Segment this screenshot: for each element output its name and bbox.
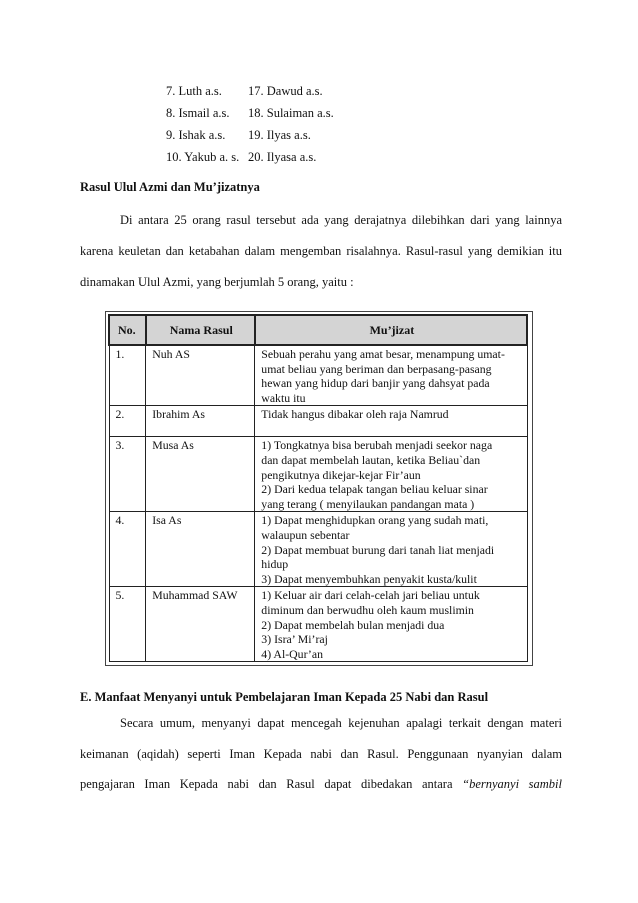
cell-mujizat — [255, 512, 527, 587]
paragraph-line: dinamakan Ulul Azmi, yang berjumlah 5 orang, yaitu : — [80, 275, 354, 289]
paragraph-line: karena keuletan dan ketabahan dalam mengemban risalahnya. Rasul-rasul yang demikian itu — [80, 244, 562, 258]
nabi-left: 8. Ismail a.s. — [166, 106, 230, 120]
cell-name: Isa As — [146, 512, 255, 587]
nabi-right: 17. Dawud a.s. — [248, 84, 323, 98]
cell-name: Nuh AS — [146, 345, 255, 406]
mujizat-line: 1) Dapat menghidupkan orang yang sudah mati, — [261, 513, 489, 528]
table-row — [109, 406, 527, 437]
mujizat-line: diminum dan berwudhu oleh kaum muslimin — [261, 602, 474, 617]
paragraph-line — [80, 777, 562, 792]
mujizat-line: walaupun sebentar — [261, 527, 350, 542]
list-item — [166, 128, 311, 143]
mujizat-line: 1) Keluar air dari celah-celah jari beliau untuk — [261, 588, 480, 603]
list-item — [166, 106, 334, 121]
mujizat-line: hidup — [261, 557, 289, 572]
column-header-mujizat: Mu’jizat — [255, 315, 527, 345]
cell-no: 1. — [109, 345, 146, 406]
table-header-row — [109, 315, 527, 345]
section-heading-manfaat: E. Manfaat Menyanyi untuk Pembelajaran Iman Kepada 25 Nabi dan Rasul — [80, 690, 489, 704]
table-row — [109, 345, 527, 406]
section-heading-ulul-azmi: Rasul Ulul Azmi dan Mu’jizatnya — [80, 180, 260, 194]
column-header-nama: Nama Rasul — [146, 315, 255, 345]
nabi-left: 9. Ishak a.s. — [166, 128, 226, 142]
mujizat-line: 1) Tongkatnya bisa berubah menjadi seekor naga — [261, 438, 493, 453]
cell-mujizat — [255, 345, 527, 406]
cell-name: Ibrahim As — [146, 406, 255, 437]
paragraph-line: Secara umum, menyanyi dapat mencegah kejenuhan apalagi terkait dengan materi — [120, 716, 562, 730]
nabi-right: 19. Ilyas a.s. — [248, 128, 311, 142]
mujizat-line: 2) Dapat membelah bulan menjadi dua — [261, 617, 445, 632]
mujizat-table — [108, 314, 528, 662]
list-item — [166, 150, 316, 165]
cell-no: 4. — [109, 512, 146, 587]
table-row — [109, 587, 527, 662]
cell-no: 5. — [109, 587, 146, 662]
mujizat-line: 3) Dapat menyembuhkan penyakit kusta/kulit — [261, 571, 477, 586]
nabi-right: 20. Ilyasa a.s. — [248, 150, 317, 164]
paragraph-line: Di antara 25 orang rasul tersebut ada yang derajatnya dilebihkan dari yang lainnya — [120, 213, 562, 227]
nabi-right: 18. Sulaiman a.s. — [248, 106, 334, 120]
cell-no: 2. — [109, 406, 146, 437]
mujizat-line: 4) Al-Qur’an — [261, 646, 323, 661]
mujizat-line: 2) Dari kedua telapak tangan beliau keluar sinar — [261, 482, 488, 497]
mujizat-line: Tidak hangus dibakar oleh raja Namrud — [261, 407, 449, 422]
mujizat-line: 3) Isra’ Mi’raj — [261, 632, 328, 647]
mujizat-line: yang terang ( menyilaukan pandangan mata ) — [261, 496, 475, 511]
nabi-left: 10. Yakub a. s. — [166, 150, 240, 164]
paragraph-italic-text: “bernyanyi sambil — [462, 777, 562, 791]
mujizat-line: 2) Dapat membuat burung dari tanah liat menjadi — [261, 542, 495, 557]
cell-name: Musa As — [146, 437, 255, 512]
mujizat-line: waktu itu — [261, 390, 306, 405]
mujizat-line: hewan yang hidup dari banjir yang dahsyat pada — [261, 376, 490, 391]
mujizat-line: pengikutnya dikejar-kejar Fir’aun — [261, 467, 421, 482]
cell-mujizat — [255, 437, 527, 512]
mujizat-line: dan dapat membelah lautan, ketika Beliau`dan — [261, 452, 481, 467]
column-header-no: No. — [109, 315, 146, 345]
table-row — [109, 512, 527, 587]
list-item — [166, 84, 323, 99]
cell-mujizat — [255, 406, 527, 437]
table-row — [109, 437, 527, 512]
paragraph-line: keimanan (aqidah) seperti Iman Kepada nabi dan Rasul. Penggunaan nyanyian dalam — [80, 747, 562, 761]
mujizat-line: umat beliau yang beriman dan berpasang-pasang — [261, 361, 492, 376]
nabi-left: 7. Luth a.s. — [166, 84, 222, 98]
paragraph-text: pengajaran Iman Kepada nabi dan Rasul dapat dibedakan antara — [80, 777, 453, 791]
cell-name: Muhammad SAW — [146, 587, 255, 662]
cell-no: 3. — [109, 437, 146, 512]
cell-mujizat — [255, 587, 527, 662]
mujizat-line: Sebuah perahu yang amat besar, menampung umat- — [261, 347, 505, 361]
